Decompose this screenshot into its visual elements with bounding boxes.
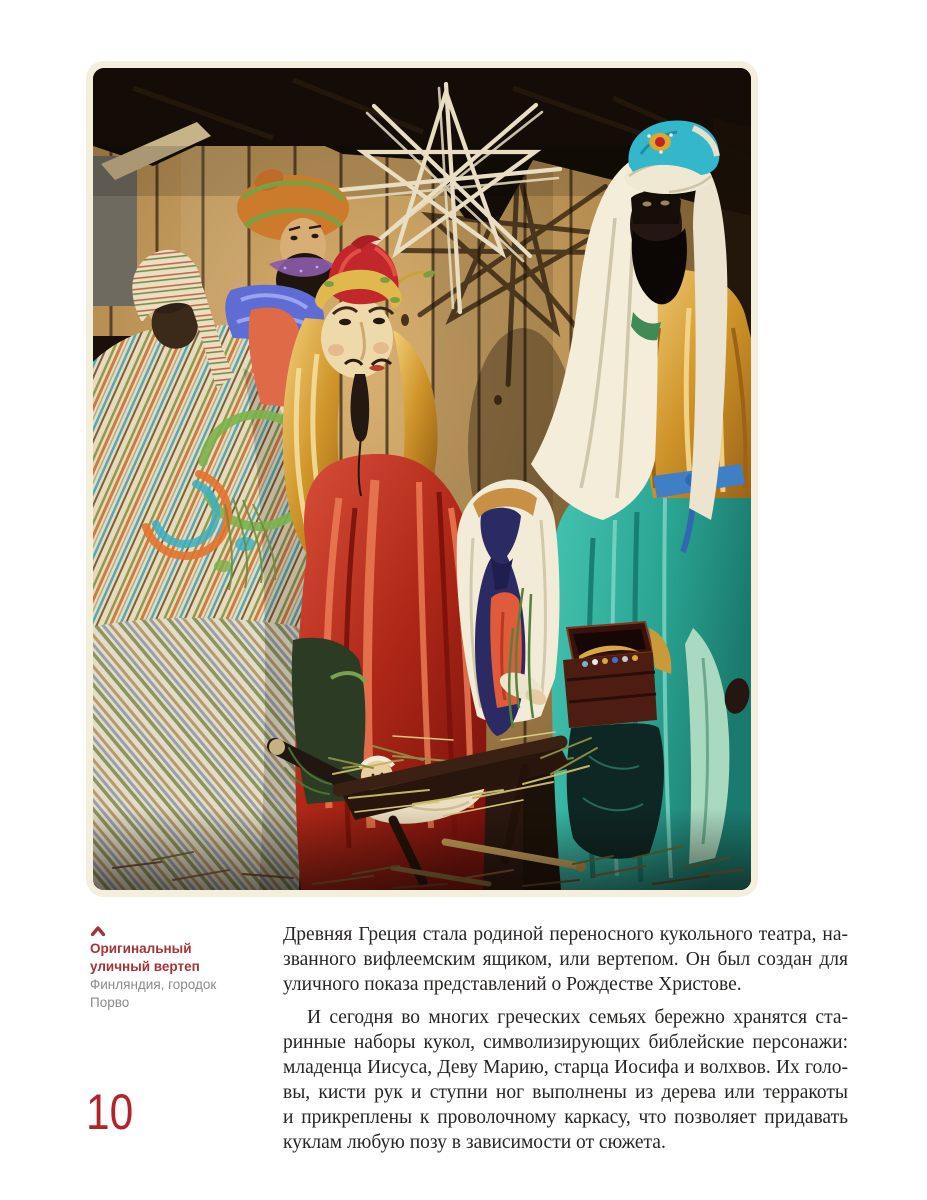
text-line: куклам любую позу в зависимости от сюжета. [283,1132,666,1153]
text-line: званного вифлеемским ящиком, или вертепом. Он был создан для [283,949,848,970]
text-line: ринные наборы кукол, символизирующих библейские персонажи: [283,1032,848,1053]
text-line: и прикреплены к проволочному каркасу, что позволяет придавать [283,1107,848,1128]
body-text [283,922,848,1155]
caption-location: Финляндия, городок Порво [90,977,217,1010]
nativity-illustration [93,68,751,890]
paragraph [283,922,848,997]
caption-title: Оригинальный уличный вертеп [90,941,200,974]
text-line: Древняя Греция стала родиной переносного кукольного театра, на- [283,924,848,945]
chevron-up-icon [90,926,106,936]
paragraph [283,1005,848,1155]
nativity-photo [86,61,758,897]
text-line: младенца Иисуса, Деву Марию, старца Иосифа и волхвов. Их голо- [283,1057,848,1078]
page-number: 10 [86,1084,134,1140]
photo-caption [90,926,260,1012]
bottom-vignette [93,808,751,890]
text-line: вы, кисти рук и ступни ног выполнены из дерева или терракоты [283,1082,848,1103]
text-line: И сегодня во многих греческих семьях бережно хранятся ста- [307,1007,848,1028]
text-line: уличного показа представлений о Рождестве Христове. [283,974,742,995]
nativity-photo-frame [93,68,751,890]
